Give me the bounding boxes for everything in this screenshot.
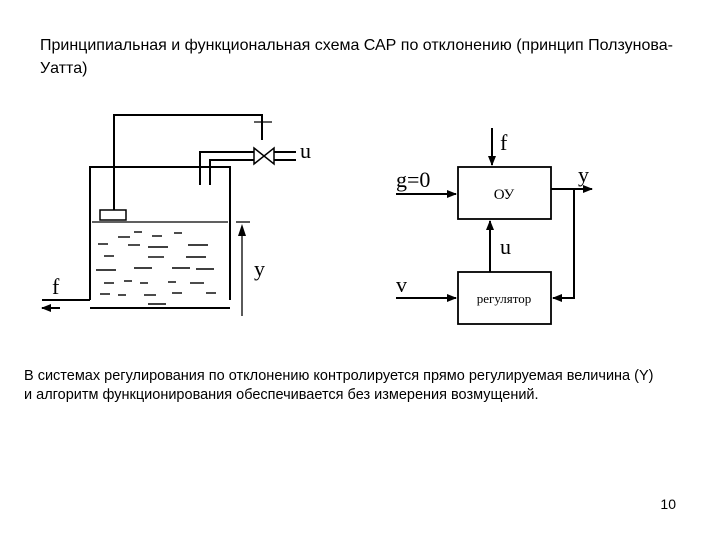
- regulator-block-label: регулятор: [476, 291, 532, 306]
- slide-title: Принципиальная и функциональная схема САР по отклонению (принцип Ползунова-Уатта): [40, 37, 673, 77]
- control-u-label: u: [500, 234, 511, 259]
- disturbance-f-label: f: [500, 130, 508, 155]
- inlet-pipe-inner: [210, 160, 254, 185]
- body-text: В системах регулирования по отклонению контролируется прямо регулируемая величина (Y) и алгоритм функционирования обеспечивается без измерения возмущений.: [24, 368, 654, 403]
- principal-schematic: [42, 115, 311, 316]
- float-lever: [114, 115, 262, 210]
- page-number: 10: [660, 496, 676, 512]
- level-arrow-head: [238, 224, 246, 236]
- inlet-pipe-outer: [200, 152, 254, 185]
- output-y-label: y: [578, 162, 589, 187]
- tank-wall: [90, 167, 230, 300]
- object-block-label: ОУ: [493, 187, 515, 203]
- schematic-f-label: f: [52, 274, 60, 299]
- reference-v-label: v: [396, 272, 407, 297]
- float: [100, 210, 126, 220]
- setpoint-g-label: g=0: [396, 167, 431, 192]
- schematic-y-label: y: [254, 256, 265, 281]
- schematic-u-label: u: [300, 138, 311, 163]
- valve-icon: [254, 148, 274, 164]
- feedback-line: [553, 189, 574, 298]
- liquid-texture: [96, 232, 216, 304]
- functional-diagram: [396, 128, 592, 324]
